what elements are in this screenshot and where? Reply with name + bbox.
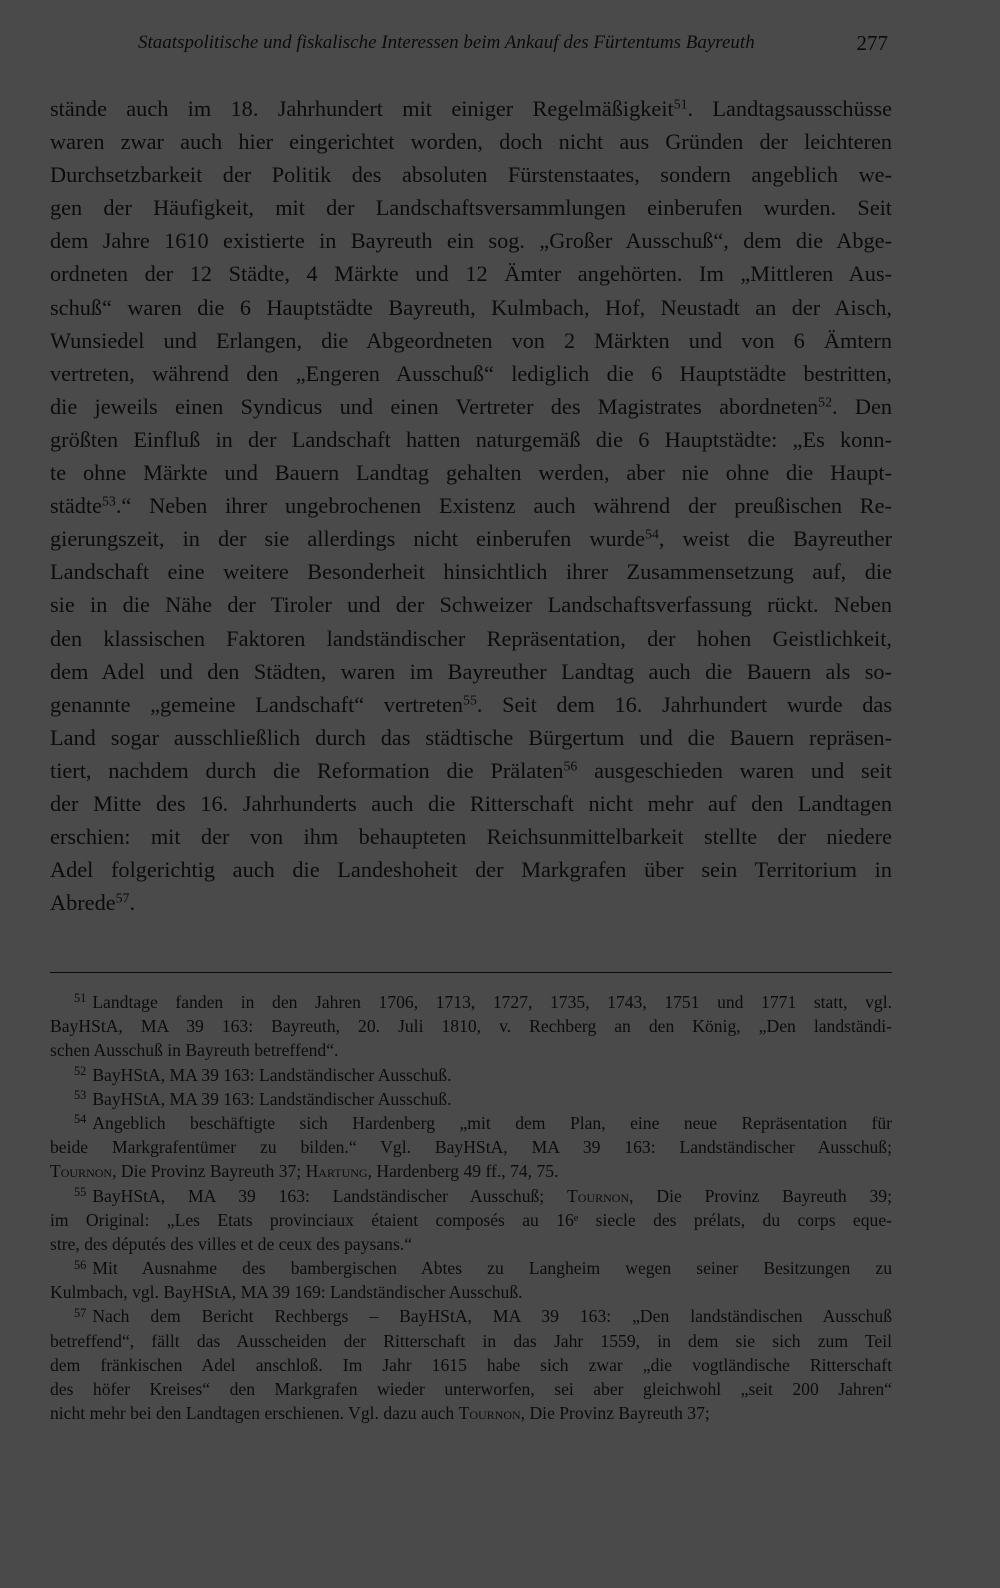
footnote-number: 51 <box>74 991 87 1006</box>
text-run: dem Jahre 1610 existierte in Bayreuth ein sog. „Großer Ausschuß“, dem die Abge- <box>50 228 892 254</box>
body-line <box>50 588 892 621</box>
body-line <box>50 191 892 224</box>
footnote-number: 56 <box>74 1257 87 1272</box>
footnote-number: 53 <box>74 1088 87 1103</box>
text-run: Abrede <box>50 890 116 916</box>
footnote-number: 57 <box>74 1305 87 1320</box>
body-line <box>50 489 892 522</box>
footnote-line: $^{57}$ Nach dem Bericht Rechbergs – BayHStA, MA 39 163: „Den landständischen Ausschuß <box>74 1305 892 1327</box>
text-run: waren zwar auch hier eingerichtet worden, doch nicht aus Gründen der leichteren <box>50 129 892 155</box>
text-run: der Mitte des 16. Jahrhunderts auch die Ritterschaft nicht mehr auf den Landtagen <box>50 790 892 816</box>
text-run: sie in die Nähe der Tiroler und der Schweizer Landschaftsverfassung rückt. Neben <box>50 592 892 618</box>
text-run: gierungszeit, in der sie allerdings nicht einberufen wurde <box>50 526 646 552</box>
author-name: Tournon <box>50 1161 113 1182</box>
author-name: Tournon <box>458 1403 521 1424</box>
text-run: ordneten der 12 Städte, 4 Märkte und 12 Ämter angehörten. Im „Mittleren Aus- <box>50 261 892 287</box>
text-run: stände auch im 18. Jahrhundert mit einiger Regelmäßigkeit <box>50 96 674 121</box>
footnote-line: $^{53}$ BayHStA, MA 39 163: Landständischer Ausschuß. <box>74 1088 452 1109</box>
text-run: . Seit dem 16. Jahrhundert wurde das <box>476 691 893 717</box>
footnote-rule <box>50 972 892 973</box>
body-line <box>50 423 892 456</box>
text-run: Wunsiedel und Erlangen, die Abgeordneten von 2 Märkten und von 6 Ämtern <box>50 327 892 353</box>
body-line <box>50 390 892 423</box>
text-run: größten Einfluß in der Landschaft hatten naturgemäß die 6 Hauptstädte: „Es konn- <box>50 426 892 452</box>
footnote-reference: 57 <box>115 890 130 906</box>
body-line <box>50 555 892 588</box>
footnote-reference: 51 <box>673 96 688 112</box>
body-line <box>50 456 892 489</box>
body-line <box>50 158 892 191</box>
body-line <box>50 721 892 754</box>
author-name: Tournon <box>567 1185 630 1206</box>
footnote <box>50 1184 892 1257</box>
text-run: den klassischen Faktoren landständischer Repräsentation, der hohen Geistlichkeit, <box>50 625 892 651</box>
body-line <box>50 820 892 853</box>
body-text <box>50 92 892 919</box>
body-line <box>50 688 892 721</box>
text-run: ausgeschieden waren und seit <box>577 757 892 783</box>
running-title: Staatspolitische und fiskalische Interessen beim Ankauf des Fürtentums Bayreuth <box>138 32 755 53</box>
footnote <box>50 1087 892 1111</box>
footnote-reference: 54 <box>645 526 659 542</box>
body-line <box>50 357 892 390</box>
footnote-line: $^{56}$ Mit Ausnahme des bambergischen Abtes zu Langheim wegen seiner Besitzungen zu <box>74 1257 892 1279</box>
body-line <box>50 754 892 787</box>
footnote-line: nicht mehr bei den Landtagen erschienen. Vgl. dazu auch Tournon, Die Provinz Bayreuth 37; <box>50 1403 710 1424</box>
text-run: schuß“ waren die 6 Hauptstädte Bayreuth, Kulmbach, Hof, Neustadt an der Aisch, <box>50 294 892 320</box>
text-run: . Den <box>831 393 892 419</box>
body-line <box>50 224 892 257</box>
body-line <box>50 853 892 886</box>
body-line <box>50 257 892 290</box>
text-run: Adel folgerichtig auch die Landeshoheit der Markgrafen über sein Territorium in <box>50 857 892 883</box>
footnote-reference: 53 <box>102 493 116 509</box>
page-number: 277 <box>856 31 888 55</box>
body-line <box>50 125 892 158</box>
author-name: Hartung <box>305 1161 368 1182</box>
text-run: Durchsetzbarkeit der Politik des absoluten Fürstenstaates, sondern angeblich we- <box>50 162 892 188</box>
footnote-line: schen Ausschuß in Bayreuth betreffend“. <box>50 1040 339 1061</box>
footnote-number: 52 <box>74 1064 87 1079</box>
footnote-line: $^{51}$ Landtage fanden in den Jahren 1706, 1713, 1727, 1735, 1743, 1751 und 1771 statt, vgl. <box>74 991 892 1012</box>
footnote-number: 54 <box>74 1112 87 1127</box>
text-run: städte <box>50 493 103 519</box>
body-line <box>50 92 892 125</box>
footnotes <box>50 990 892 1425</box>
body-line <box>50 886 892 919</box>
footnote-line: betreffend“, fällt das Ausscheiden der Ritterschaft in das Jahr 1559, in dem sie sich zum Teil <box>50 1330 892 1351</box>
text-run: , weist die Bayreuther <box>658 526 893 552</box>
text-run: . Landtagsausschüsse <box>687 96 892 121</box>
footnote-number: 55 <box>74 1184 87 1199</box>
body-line <box>50 291 892 324</box>
footnote-reference: 52 <box>818 394 832 410</box>
footnote-line: Kulmbach, vgl. BayHStA, MA 39 169: Landständischer Ausschuß. <box>50 1282 523 1303</box>
footnote <box>50 990 892 1063</box>
footnote <box>50 1256 892 1304</box>
text-run: erschien: mit der von ihm behaupteten Reichsunmittelbarkeit stellte der niedere <box>50 824 892 850</box>
text-run: . <box>129 890 136 916</box>
text-run: gen der Häufigkeit, mit der Landschaftsversammlungen einberufen wurden. Seit <box>50 195 892 221</box>
text-run: genannte „gemeine Landschaft“ vertreten <box>50 691 464 717</box>
body-line <box>50 324 892 357</box>
text-run: Land sogar ausschließlich durch das städtische Bürgertum und die Bauern repräsen- <box>50 724 892 750</box>
footnote-line: des höfer Kreises“ den Markgrafen wieder unterworfen, sei aber gleichwohl „seit 200 Jahren“ <box>50 1379 892 1399</box>
text-run: dem Adel und den Städten, waren im Bayreuther Landtag auch die Bauern als so- <box>50 658 892 684</box>
text-run: Landschaft eine weitere Besonderheit hinsichtlich ihrer Zusammensetzung auf, die <box>50 559 892 585</box>
footnote-line: $^{52}$ BayHStA, MA 39 163: Landständischer Ausschuß. <box>74 1064 452 1085</box>
footnote-line: im Original: „Les Etats provinciaux étaient composés au 16ᵉ siecle des prélats, du corps eque- <box>50 1209 892 1230</box>
text-run: tiert, nachdem durch die Reformation die Prälaten <box>50 757 564 783</box>
body-line <box>50 622 892 655</box>
footnote-line: BayHStA, MA 39 163: Bayreuth, 20. Juli 1810, v. Rechberg an den König, „Den landständi- <box>50 1016 892 1037</box>
text-run: .“ Neben ihrer ungebrochenen Existenz auch während der preußischen Re- <box>115 493 892 519</box>
footnote-line: stre, des députés des villes et de ceux des paysans.“ <box>50 1233 413 1254</box>
footnote-line: $^{55}$ BayHStA, MA 39 163: Landständischer Ausschuß; Tournon, Die Provinz Bayreuth 39; <box>74 1184 892 1206</box>
body-line <box>50 787 892 820</box>
footnote-reference: 56 <box>563 758 578 774</box>
text-run: te ohne Märkte und Bauern Landtag gehalten werden, aber nie ohne die Haupt- <box>50 460 892 486</box>
body-line <box>50 522 892 555</box>
footnote-line: Tournon, Die Provinz Bayreuth 37; Hartung, Hardenberg 49 ff., 74, 75. <box>50 1161 559 1182</box>
text-run: die jeweils einen Syndicus und einen Vertreter des Magistrates abordneten <box>50 393 819 419</box>
footnote <box>50 1304 892 1425</box>
footnote-reference: 55 <box>463 692 477 708</box>
footnote-line: beide Markgrafentümer zu bilden.“ Vgl. BayHStA, MA 39 163: Landständischer Ausschuß; <box>50 1137 892 1158</box>
page-header <box>138 32 888 62</box>
footnote-line: dem fränkischen Adel anschloß. Im Jahr 1615 habe sich zwar „die vogtländische Ritterschaft <box>50 1354 892 1375</box>
footnote-line: $^{54}$ Angeblich beschäftigte sich Hardenberg „mit dem Plan, eine neue Repräsentation für <box>74 1112 892 1133</box>
footnote <box>50 1111 892 1184</box>
text-run: vertreten, während den „Engeren Ausschuß“ lediglich die 6 Hauptstädte bestritten, <box>50 360 892 386</box>
footnote <box>50 1063 892 1087</box>
body-line <box>50 655 892 688</box>
